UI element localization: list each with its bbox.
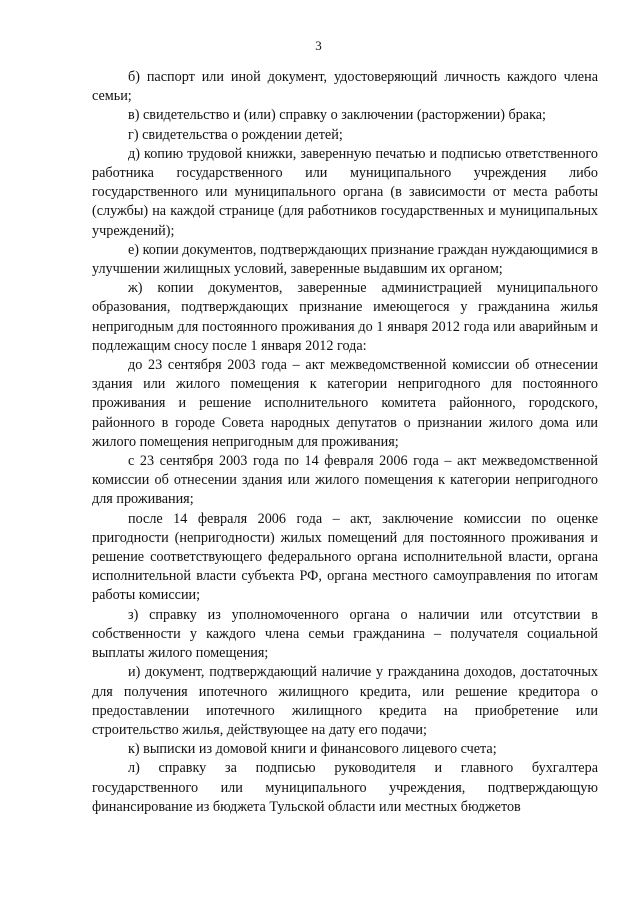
paragraph-e-housing-need-documents: е) копии документов, подтверждающих признание граждан нуждающимися в улучшении жилищных условий, заверенные выдавшим их органом; — [92, 241, 598, 278]
paragraph-zh-unfit-housing-documents: ж) копии документов, заверенные администрацией муниципального образования, подтверждающих признание имеющегося у гражданина жилья непригодным для постоянного проживания до 1 января 2012 года или аварийным и подлежащим сносу после 1 января 2012 года: — [92, 280, 598, 354]
paragraph-d-employment-record: д) копию трудовой книжки, заверенную печатью и подписью ответственного работника государственного или муниципального учреждения либо государственного или муниципального органа (в зависимости от места работы (службы) на каждой странице (для работников государственных и муниципальных учреждений); — [92, 145, 598, 239]
paragraph-after-2006: после 14 февраля 2006 года – акт, заключение комиссии по оценке пригодности (непригодности) жилых помещений для постоянного проживания и решение соответствующего федерального органа исполнительной власти, органа исполнительной власти субъекта РФ, органа местного самоуправления по итогам работы комиссии; — [92, 510, 598, 604]
paragraph-v-marriage-certificate: в) свидетельство и (или) справку о заключении (расторжении) брака; — [128, 107, 547, 124]
paragraph-b-passport: б) паспорт или иной документ, удостоверяющий личность каждого члена семьи; — [92, 69, 598, 105]
paragraph-l-funding-certificate: л) справку за подписью руководителя и главного бухгалтера государственного или муниципального учреждения, подтверждающую финансирование из бюджета Тульской области или местных бюджетов — [92, 760, 598, 815]
paragraph-i-income-document: и) документ, подтверждающий наличие у гражданина доходов, достаточных для получения ипотечного жилищного кредита, или решение кредитора о предоставлении ипотечного жилищного кредита на приобретение или строительство жилья, действующее на дату его подачи; — [92, 664, 598, 738]
page-number: 3 — [315, 38, 322, 53]
paragraph-2003-2006: с 23 сентября 2003 года по 14 февраля 2006 года – акт межведомственной комиссии об отнесении здания или жилого помещения к категории непригодного для проживания; — [92, 453, 598, 508]
paragraph-k-house-register-extracts: к) выписки из домовой книги и финансового лицевого счета; — [128, 741, 497, 758]
paragraph-g-birth-certificates: г) свидетельства о рождении детей; — [128, 126, 343, 143]
paragraph-z-property-certificate: з) справку из уполномоченного органа о наличии или отсутствии в собственности у каждого члена семьи гражданина – получателя социальной выплаты жилого помещения; — [92, 606, 598, 662]
paragraph-before-2003: до 23 сентября 2003 года – акт межведомственной комиссии об отнесении здания или жилого помещения к категории непригодного для постоянного проживания и решение исполнительного комитета районного, городского, районного в городе Совета народных депутатов о признании жилого дома или жилого помещения непригодным для проживания; — [92, 357, 598, 450]
document-body — [92, 68, 598, 817]
